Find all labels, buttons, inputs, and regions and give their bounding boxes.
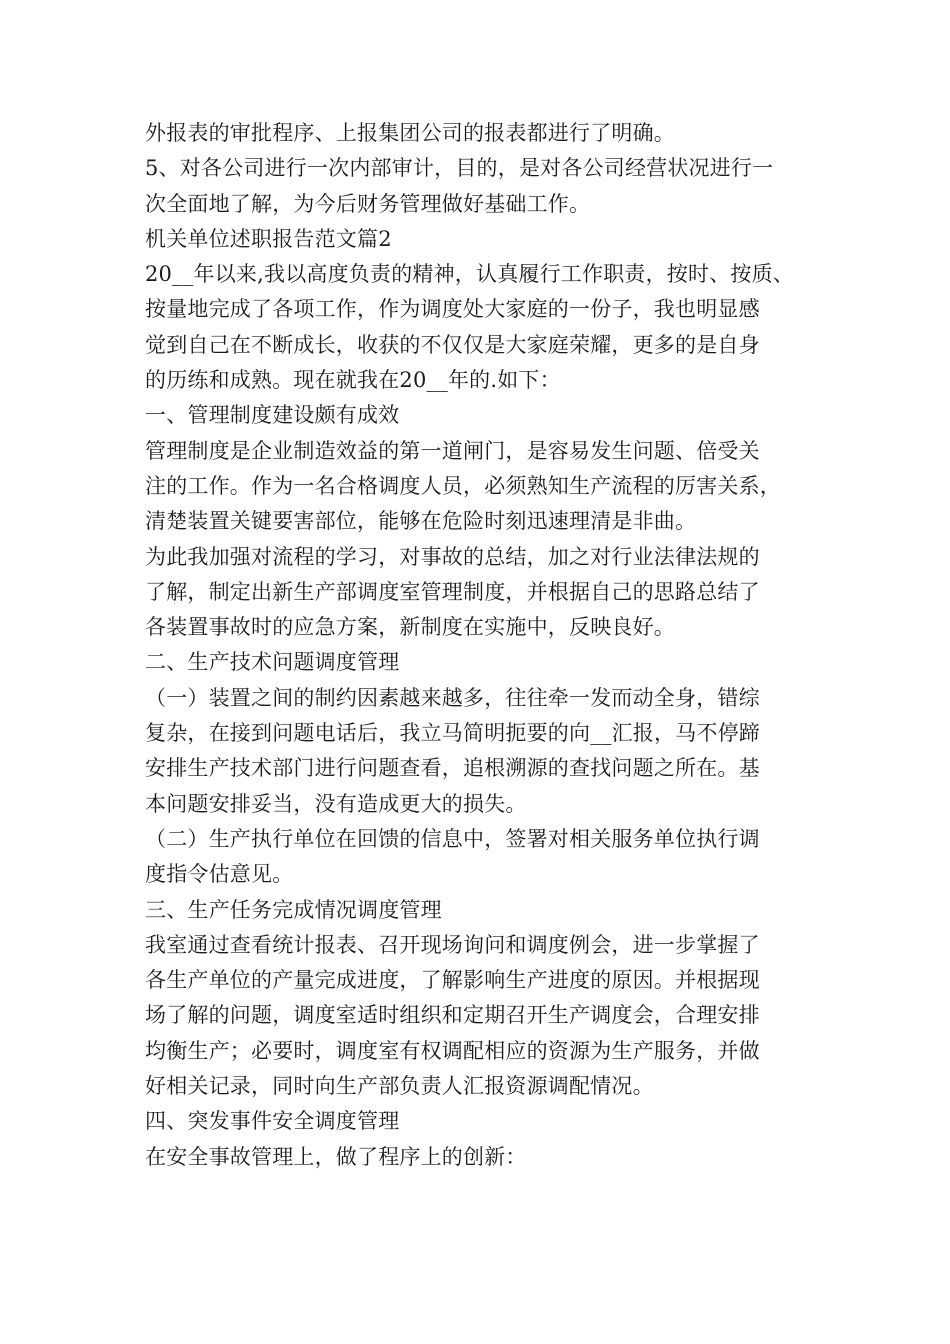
text-line: 外报表的审批程序、上报集团公司的报表都进行了明确。 — [145, 121, 675, 145]
text-line: 管理制度是企业制造效益的第一道闸门，是容易发生问题、倍受关 — [145, 438, 760, 463]
heading-2: 二、生产技术问题调度管理 — [145, 650, 400, 675]
text-line: 5、对各公司进行一次内部审计，目的，是对各公司经营状况进行一 — [145, 156, 774, 181]
text-line: （一）装置之间的制约因素越来越多，往往牵一发而动全身，错综 — [145, 685, 760, 710]
heading-4: 四、突发事件安全调度管理 — [145, 1109, 400, 1134]
text-line: 次全面地了解，为今后财务管理做好基础工作。 — [145, 191, 591, 216]
text-line: 我室通过查看统计报表、召开现场询问和调度例会，进一步掌握了 — [145, 932, 760, 957]
text-line: 按量地完成了各项工作，作为调度处大家庭的一份子，我也明显感 — [145, 297, 760, 322]
text-line: 在安全事故管理上，做了程序上的创新： — [145, 1144, 527, 1169]
text-line: 各装置事故时的应急方案，新制度在实施中，反映良好。 — [145, 615, 675, 640]
text-line: 的历练和成熟。现在就我在20__年的.如下： — [145, 368, 561, 393]
document-body — [145, 116, 835, 1175]
text-line: 安排生产技术部门进行问题查看，追根溯源的查找问题之所在。基 — [145, 756, 760, 781]
text-line: 本问题安排妥当，没有造成更大的损失。 — [145, 791, 527, 816]
text-line: 清楚装置关键要害部位，能够在危险时刻迅速理清是非曲。 — [145, 509, 697, 534]
section-title: 机关单位述职报告范文篇2 — [145, 226, 392, 251]
text-line: 20__年以来,我以高度负责的精神，认真履行工作职责，按时、按质、 — [145, 262, 794, 287]
heading-3: 三、生产任务完成情况调度管理 — [145, 897, 442, 922]
text-line: 注的工作。作为一名合格调度人员，必须熟知生产流程的厉害关系， — [145, 473, 781, 498]
text-line: 了解，制定出新生产部调度室管理制度，并根据自己的思路总结了 — [145, 579, 760, 604]
text-line: 为此我加强对流程的学习，对事故的总结，加之对行业法律法规的 — [145, 544, 760, 569]
text-line: 度指令估意见。 — [145, 862, 294, 887]
text-line: 各生产单位的产量完成进度，了解影响生产进度的原因。并根据现 — [145, 968, 760, 993]
text-line: 复杂，在接到问题电话后，我立马简明扼要的向__汇报，马不停蹄 — [145, 721, 760, 746]
text-line: 均衡生产；必要时，调度室有权调配相应的资源为生产服务，并做 — [145, 1038, 760, 1063]
text-line: 好相关记录，同时向生产部负责人汇报资源调配情况。 — [145, 1074, 654, 1099]
text-line: （二）生产执行单位在回馈的信息中，签署对相关服务单位执行调 — [145, 826, 760, 851]
text-line: 场了解的问题，调度室适时组织和定期召开生产调度会，合理安排 — [145, 1003, 760, 1028]
heading-1: 一、管理制度建设颇有成效 — [145, 403, 400, 428]
text-line: 觉到自己在不断成长，收获的不仅仅是大家庭荣耀，更多的是自身 — [145, 332, 760, 357]
